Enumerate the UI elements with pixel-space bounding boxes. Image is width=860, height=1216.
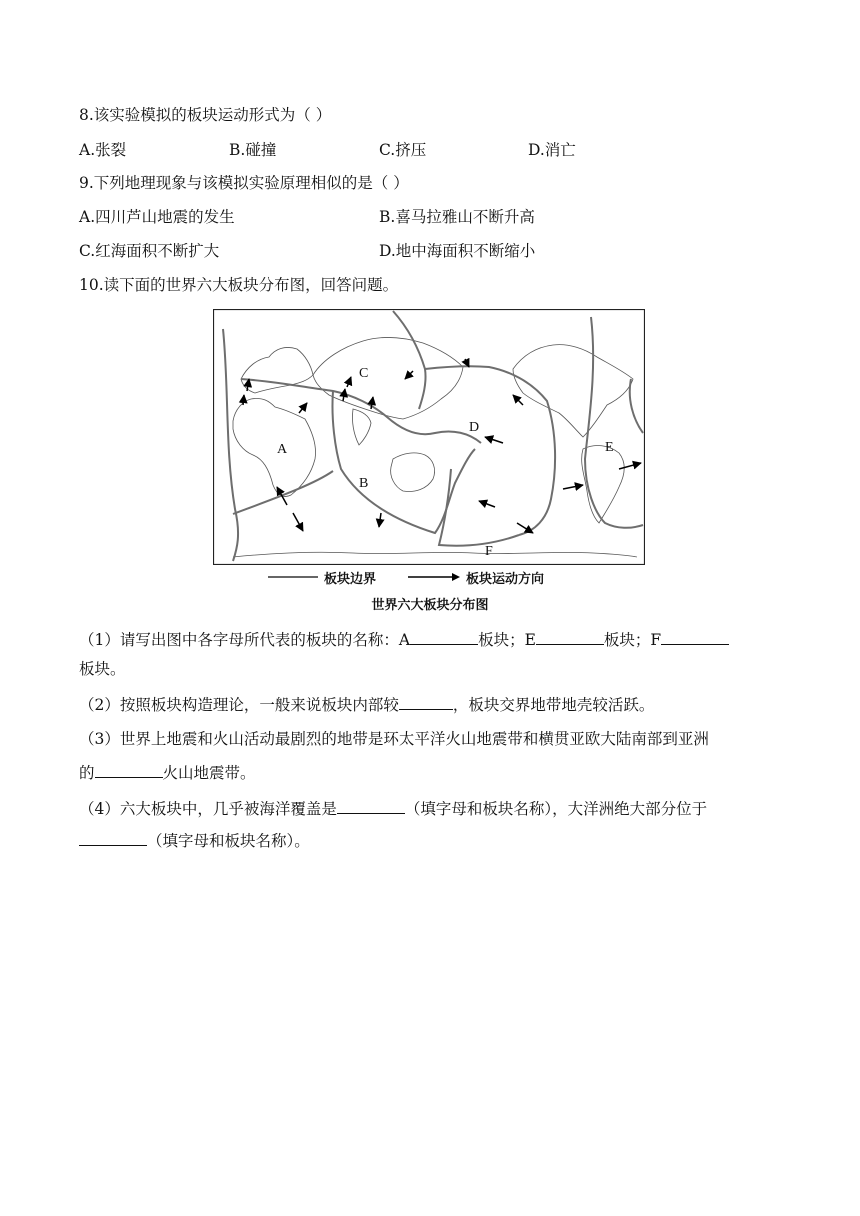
q10-sub2-suffix: ，板块交界地带地壳较活跃。 bbox=[452, 696, 655, 714]
legend-boundary-line bbox=[268, 572, 318, 582]
q10-stem: 10.读下面的世界六大板块分布图，回答问题。 bbox=[79, 276, 399, 294]
legend-direction-arrow bbox=[408, 572, 460, 582]
q9-option-c: C.红海面积不断扩大 bbox=[79, 242, 220, 260]
q9-option-d: D.地中海面积不断缩小 bbox=[379, 242, 536, 260]
q10-sub4-suffix: （填字母和板块名称）。 bbox=[147, 832, 310, 850]
q10-sub2 bbox=[79, 693, 654, 716]
q9-option-a: A.四川芦山地震的发生 bbox=[79, 208, 235, 226]
q10-sub3-suffix: 火山地震带。 bbox=[162, 764, 256, 782]
world-plates-map bbox=[213, 309, 645, 565]
q10-sub2-prefix: （2）按照板块构造理论，一般来说板块内部较 bbox=[79, 696, 399, 714]
legend-boundary-label: 板块边界 bbox=[324, 572, 377, 587]
q10-sub1-tail: 板块。 bbox=[79, 660, 126, 678]
q10-sub1-prefix: （1）请写出图中各字母所代表的板块的名称：A bbox=[79, 631, 411, 649]
answer-blank-belt[interactable] bbox=[95, 761, 163, 778]
q10-sub4-mid: （填字母和板块名称），大洋洲绝大部分位于 bbox=[404, 800, 708, 818]
answer-blank-e[interactable] bbox=[536, 628, 604, 645]
q9-stem: 9.下列地理现象与该模拟实验原理相似的是（ ） bbox=[79, 174, 409, 192]
answer-blank-f[interactable] bbox=[661, 628, 729, 645]
q10-sub4-line2 bbox=[79, 829, 310, 852]
plate-label-f: F bbox=[485, 544, 493, 559]
q9-option-b: B.喜马拉雅山不断升高 bbox=[379, 208, 535, 226]
plate-label-e: E bbox=[605, 440, 614, 455]
plate-label-d: D bbox=[469, 420, 480, 435]
q10-sub3-prefix: 的 bbox=[79, 764, 95, 782]
answer-blank-oceania-plate[interactable] bbox=[79, 829, 147, 846]
answer-blank-a[interactable] bbox=[410, 628, 478, 645]
answer-blank-ocean-plate[interactable] bbox=[337, 797, 405, 814]
q10-sub1-mid1: 板块；E bbox=[478, 631, 536, 649]
q10-sub4-prefix: （4）六大板块中，几乎被海洋覆盖是 bbox=[79, 800, 337, 818]
q10-sub3-line1: （3）世界上地震和火山活动最剧烈的地带是环太平洋火山地震带和横贯亚欧大陆南部到亚洲 bbox=[79, 730, 709, 748]
q8-stem: 8.该实验模拟的板块运动形式为（ ） bbox=[79, 106, 332, 124]
q8-option-a: A.张裂 bbox=[79, 141, 127, 159]
q10-sub4-line1 bbox=[79, 797, 707, 820]
q10-sub1-mid2: 板块；F bbox=[603, 631, 662, 649]
answer-blank-interior[interactable] bbox=[399, 693, 453, 710]
q8-option-b: B.碰撞 bbox=[229, 141, 277, 159]
legend-direction-label: 板块运动方向 bbox=[466, 572, 545, 587]
plate-label-a: A bbox=[277, 442, 288, 457]
plate-label-c: C bbox=[359, 366, 369, 381]
q10-sub1-line1 bbox=[79, 628, 729, 651]
q8-option-c: C.挤压 bbox=[379, 141, 427, 159]
map-caption: 世界六大板块分布图 bbox=[371, 598, 489, 613]
q8-option-d: D.消亡 bbox=[528, 141, 576, 159]
plate-label-b: B bbox=[359, 476, 369, 491]
q10-sub3-line2 bbox=[79, 761, 256, 784]
map-frame bbox=[214, 310, 645, 565]
